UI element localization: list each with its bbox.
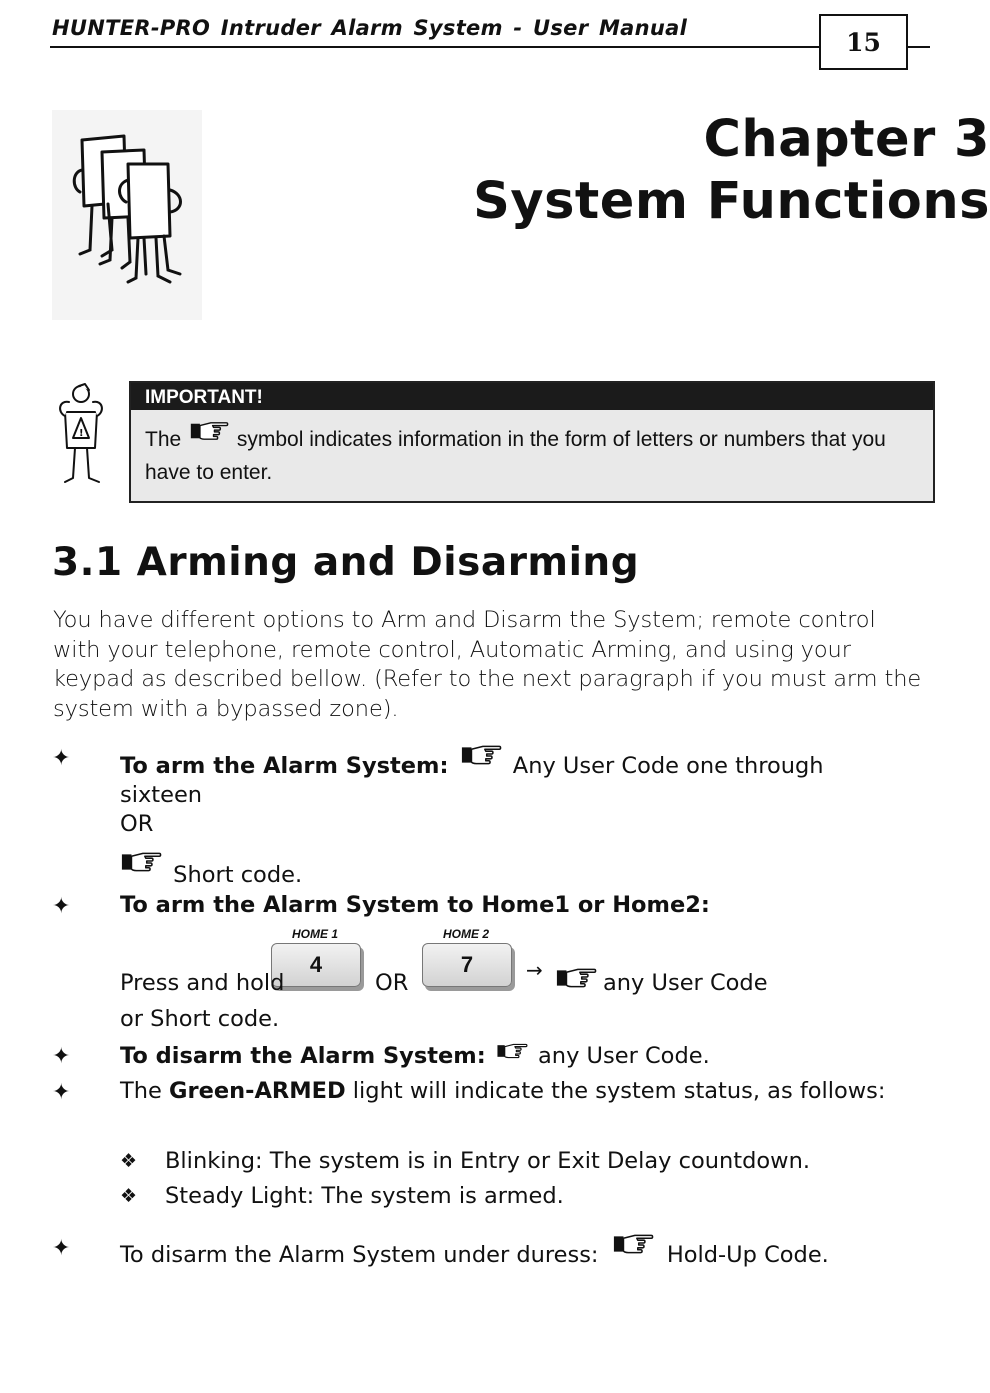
home-after-text: any User Code (603, 970, 768, 996)
disarm-item (120, 1042, 710, 1069)
status-steady: Steady Light: The system is armed. (165, 1183, 564, 1209)
status-item (120, 1078, 885, 1104)
pointing-hand-icon (120, 850, 162, 874)
intro-paragraph: You have different options to Arm and Disarm the System; remote control with your telephone, remote control, Automatic Arming, and using your keypad as described bellow. (Refer to the next paragraph if you must arm the system with a bypassed zone). (53, 607, 922, 722)
pointing-hand-icon (496, 1042, 528, 1060)
bullet-icon: ✦ (52, 894, 71, 919)
pointing-hand-icon (460, 743, 502, 767)
chapter-title: System Functions (473, 172, 990, 231)
chapter-heading (0, 110, 990, 240)
home2-key: 7 (422, 943, 512, 987)
arm-or: OR (120, 811, 154, 837)
bullet-icon: ✦ (52, 1236, 71, 1261)
pointing-hand-icon (189, 420, 229, 442)
arm-label: To arm the Alarm System: (120, 753, 449, 779)
disarm-label: To disarm the Alarm System: (120, 1043, 486, 1069)
pointing-hand-icon (555, 966, 597, 995)
duress-item (120, 1232, 829, 1268)
arm-text: Any User Code one through (512, 753, 824, 779)
sub-bullet-icon: ❖ (120, 1185, 138, 1207)
status-bold: Green-ARMED (169, 1078, 346, 1104)
home-line2: or Short code. (120, 1006, 280, 1032)
header-rule (50, 46, 930, 48)
sub-bullet-icon: ❖ (120, 1150, 138, 1172)
home2-key-label: HOME 2 (443, 927, 490, 941)
home1-key-label: HOME 1 (292, 927, 339, 941)
home1-key: 4 (271, 943, 361, 987)
page-number: 15 (819, 14, 908, 70)
bullet-icon: ✦ (52, 746, 71, 771)
section-title: 3.1 Arming and Disarming (52, 540, 640, 585)
arm-text-cont: sixteen (120, 782, 203, 808)
important-text-rest: symbol indicates information in the form of letters or numbers that you (236, 428, 886, 451)
duress-label: To disarm the Alarm System under duress: (120, 1242, 599, 1268)
bullet-icon: ✦ (52, 1044, 71, 1069)
pointing-hand-icon (612, 1232, 654, 1256)
disarm-text: any User Code. (538, 1043, 710, 1069)
manual-title: HUNTER-PRO Intruder Alarm System - User Manual (52, 16, 688, 40)
chapter-number: Chapter 3 (703, 110, 990, 169)
svg-text:!: ! (79, 428, 84, 439)
important-heading: IMPORTANT! (131, 383, 933, 410)
home-or-text: OR (375, 970, 409, 996)
arm-short-line (120, 850, 302, 888)
home-label: To arm the Alarm System to Home1 or Home2: (120, 892, 710, 918)
home-press-text: Press and hold (120, 970, 285, 996)
arm-short-text: Short code. (173, 862, 303, 888)
important-text (131, 410, 933, 489)
duress-text: Hold-Up Code. (666, 1242, 829, 1268)
warning-sign-figure-illustration (55, 382, 107, 488)
status-pre: The (120, 1078, 162, 1104)
bullet-icon: ✦ (52, 1080, 71, 1105)
important-text-start: The (145, 428, 182, 451)
important-text-line2: have to enter. (145, 461, 273, 484)
status-post: light will indicate the system status, as follows: (352, 1078, 886, 1104)
arrow-icon: → (526, 958, 543, 982)
arm-item (120, 743, 824, 779)
important-notice (129, 381, 935, 503)
status-blinking: Blinking: The system is in Entry or Exit Delay countdown. (165, 1148, 810, 1174)
